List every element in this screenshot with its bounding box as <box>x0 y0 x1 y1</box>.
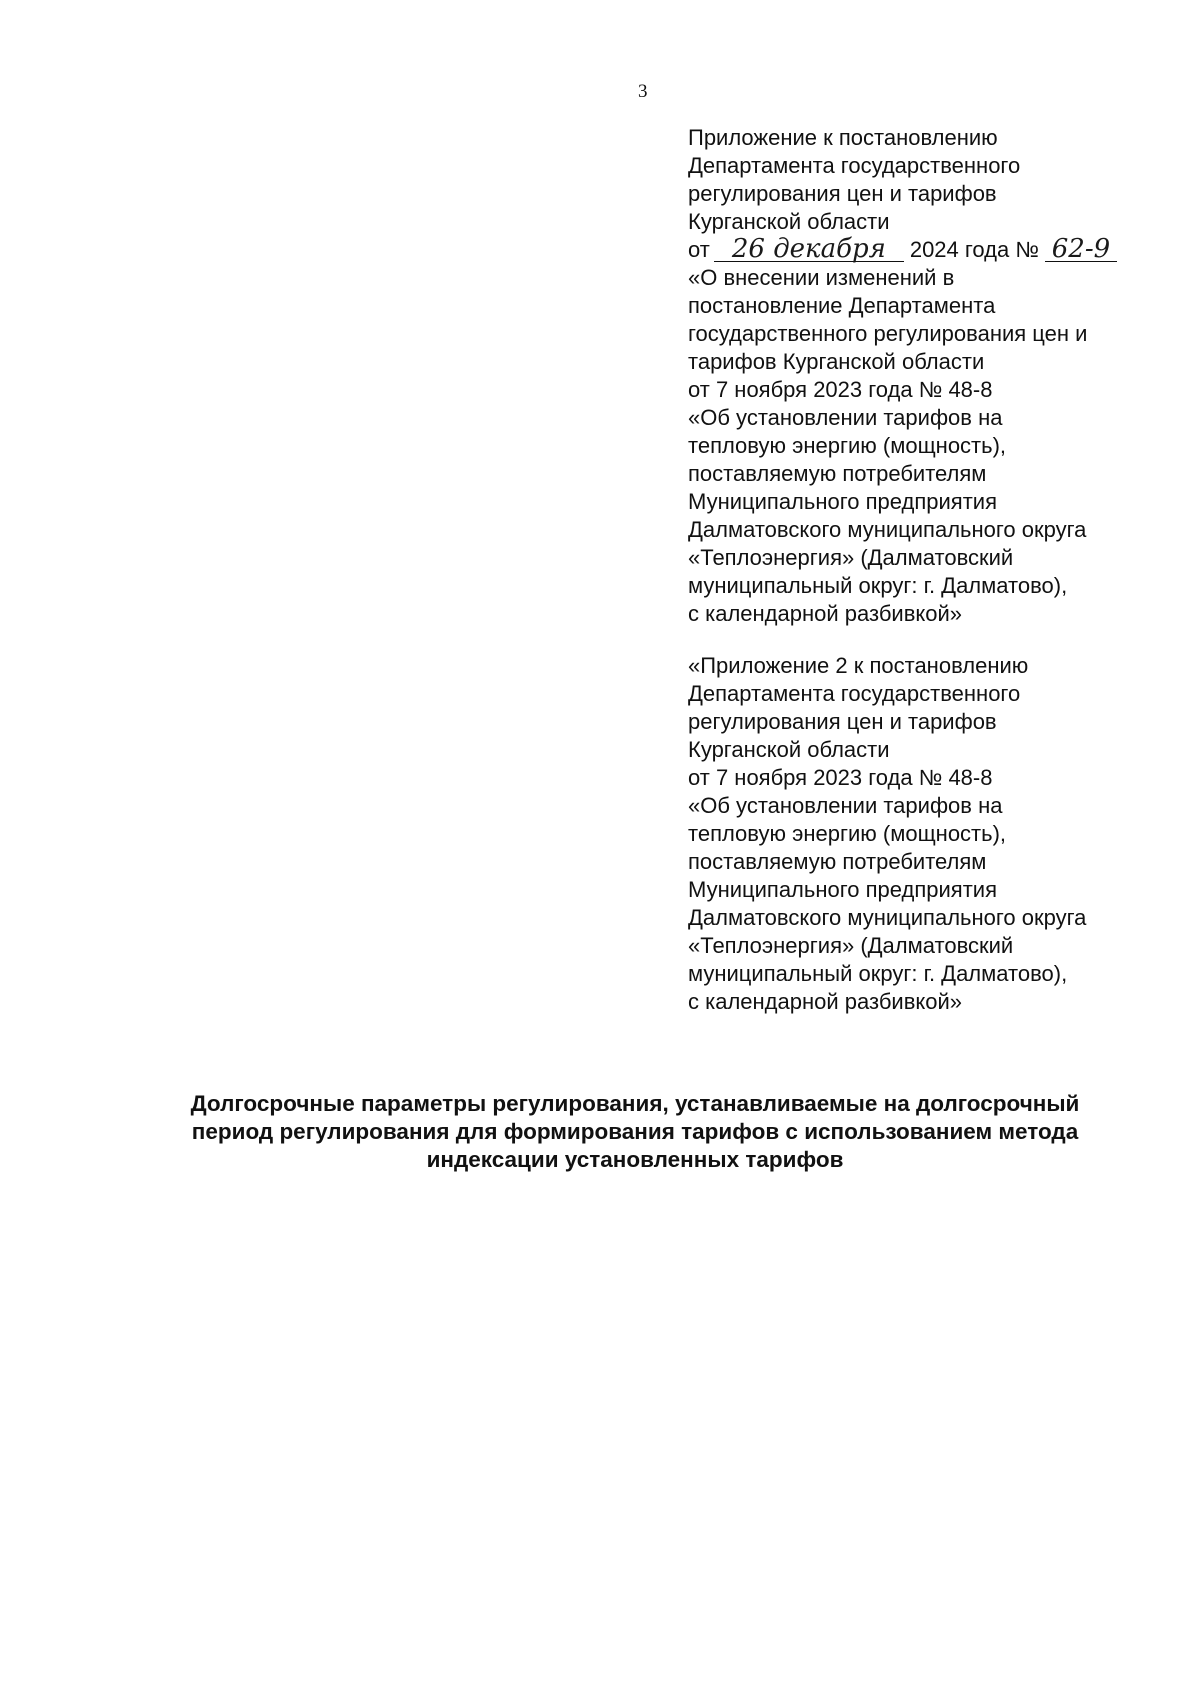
annex-1-subject-line: «Теплоэнергия» (Далматовский <box>688 545 1014 570</box>
date-year: 2024 года № <box>909 237 1039 262</box>
annex-1-line: Курганской области <box>688 209 890 234</box>
title-line: Долгосрочные параметры регулирования, устанавливаемые на долгосрочный <box>190 1091 1080 1116</box>
annex-2-line: поставляемую потребителям <box>688 849 987 874</box>
annex-1-subject-line: тепловую энергию (мощность), <box>688 433 1007 458</box>
annex-1-subject-line: Далматовского муниципального округа <box>688 517 1087 542</box>
annex-2-line: Далматовского муниципального округа <box>688 905 1087 930</box>
annex-2-line: Муниципального предприятия <box>688 877 997 902</box>
handwritten-number: 62-9 <box>1045 237 1117 262</box>
annex-1-subject-line: от 7 ноября 2023 года № 48-8 <box>688 377 993 402</box>
annex-1-line: регулирования цен и тарифов <box>688 181 997 206</box>
annex-2-line: тепловую энергию (мощность), <box>688 821 1007 846</box>
annex-2-line: от 7 ноября 2023 года № 48-8 <box>688 765 993 790</box>
annex-1-subject-line: тарифов Курганской области <box>688 349 985 374</box>
annex-1-subject-line: муниципальный округ: г. Далматово), <box>688 573 1068 598</box>
annex-2-line: Курганской области <box>688 737 890 762</box>
title-line: индексации установленных тарифов <box>426 1147 844 1172</box>
annex-1-line: Приложение к постановлению <box>688 125 998 150</box>
annex-1-subject-line: Муниципального предприятия <box>688 489 997 514</box>
annex-1-header <box>688 124 1158 628</box>
title-line: период регулирования для формирования тарифов с использованием метода <box>191 1119 1079 1144</box>
annex-2-line: «Об установлении тарифов на <box>688 793 1003 818</box>
annex-2-line: муниципальный округ: г. Далматово), <box>688 961 1068 986</box>
annex-2-line: регулирования цен и тарифов <box>688 709 997 734</box>
page-number: 3 <box>638 81 648 102</box>
annex-2-line: «Приложение 2 к постановлению <box>688 653 1029 678</box>
annex-1-date-line <box>688 236 1158 264</box>
annex-1-line: Департамента государственного <box>688 153 1021 178</box>
annex-1-subject-line: поставляемую потребителям <box>688 461 987 486</box>
annex-1-subject-line: государственного регулирования цен и <box>688 321 1088 346</box>
handwritten-date: 26 декабря <box>714 237 904 262</box>
document-title <box>140 1090 1130 1174</box>
annex-2-line: «Теплоэнергия» (Далматовский <box>688 933 1014 958</box>
annex-1-subject-line: «О внесении изменений в <box>688 265 955 290</box>
annex-1-subject-line: «Об установлении тарифов на <box>688 405 1003 430</box>
date-prefix: от <box>688 237 710 262</box>
annex-2-line: с календарной разбивкой» <box>688 989 963 1014</box>
annex-2-header <box>688 652 1158 1016</box>
annex-2-line: Департамента государственного <box>688 681 1021 706</box>
annex-1-subject-line: постановление Департамента <box>688 293 996 318</box>
annex-1-subject-line: с календарной разбивкой» <box>688 601 963 626</box>
